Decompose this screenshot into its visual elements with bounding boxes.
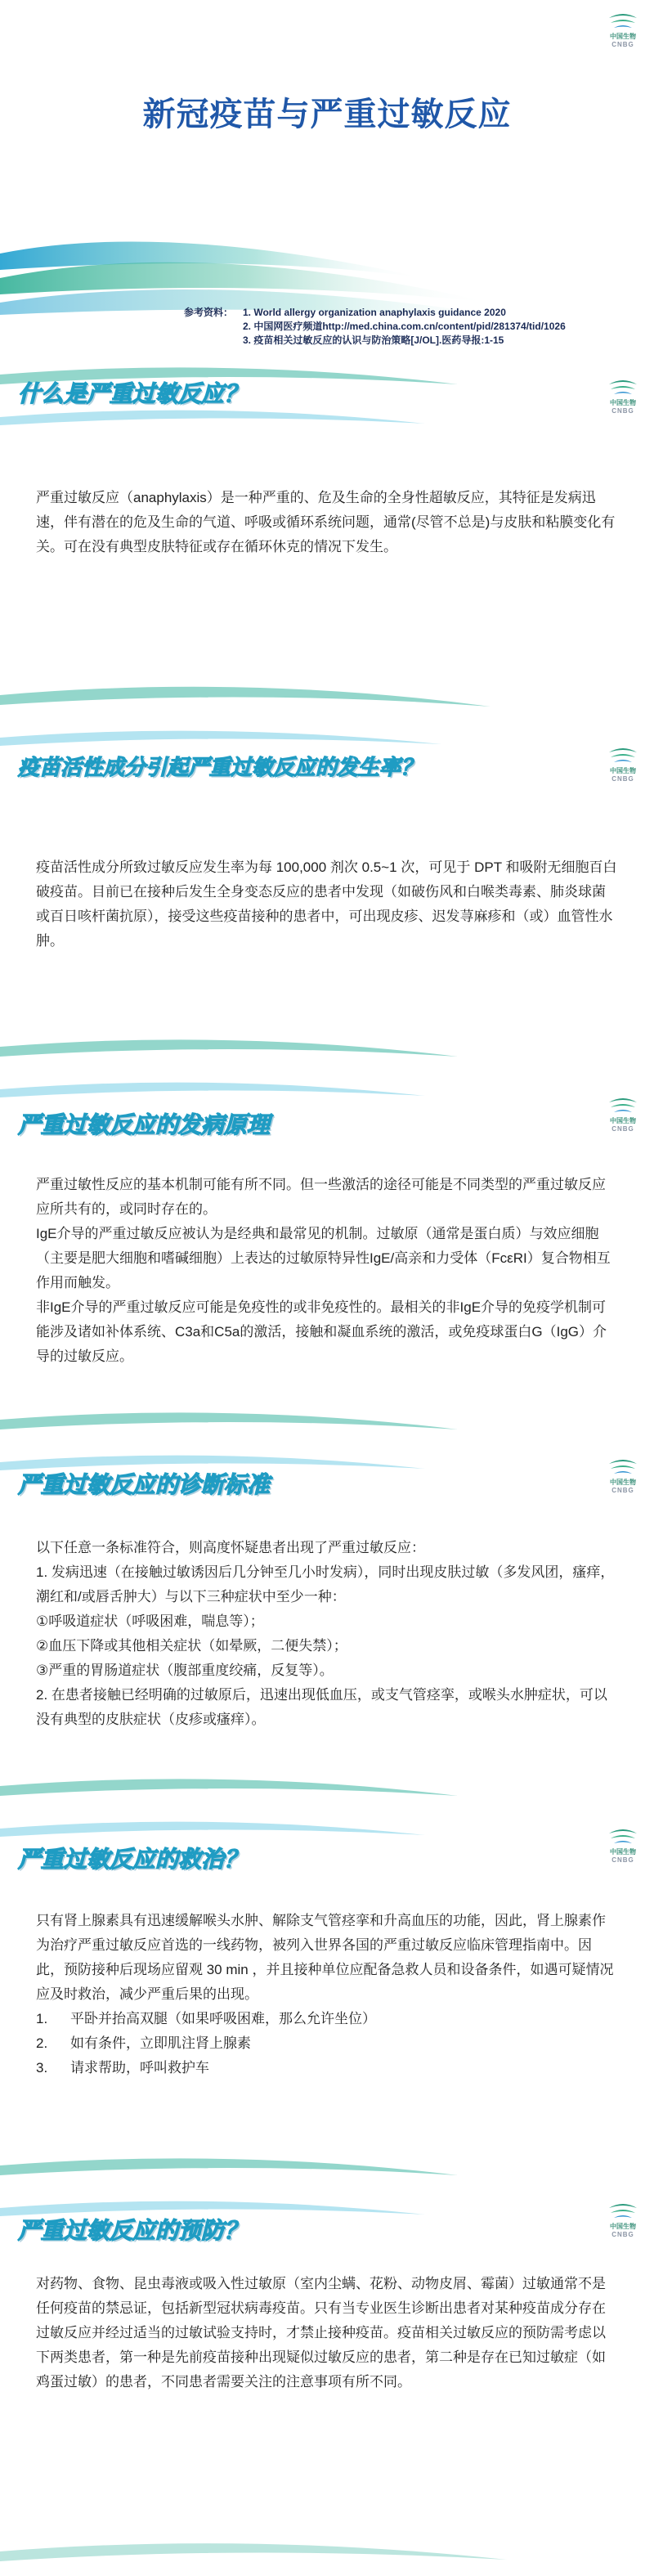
paragraph: 疫苗活性成分所致过敏反应发生率为每 100,000 剂次 0.5~1 次，可见于 DPT 和吸附无细胞百白破疫苗。目前已在接种后发生全身变态反应的患者中发现（如破伤风和白喉类毒素、肺炎球菌或百日咳杆菌抗原），接受这些疫苗接种的患者中，可出现皮疹、迟发荨麻疹和（或）血管性水肿。 (36, 859, 617, 949)
paragraph: 只有肾上腺素具有迅速缓解喉头水肿、解除支气管痉挛和升高血压的功能，因此，肾上腺素作为治疗严重过敏反应首选的一线药物，被列入世界各国的严重过敏反应临床管理指南中。因此，预防接种后现场应留观 30 min ，并且接种单位应配备急救人员和设备条件，如遇可疑情况应及时救治，减少严重后果的出现。 (36, 1913, 614, 2002)
brand-name-cn: 中国生物 (610, 767, 636, 774)
cnbg-logo-icon (607, 1096, 638, 1117)
brand-logo (603, 11, 643, 49)
list-item (36, 2007, 618, 2031)
reference-item: 1. World allergy organization anaphylaxis guidance 2020 (243, 307, 506, 318)
list-number: 1. (36, 2011, 48, 2026)
brand-logo (603, 1827, 643, 1865)
section-title: 严重过敏反应的救治？ (18, 1847, 248, 1872)
brand-logo (603, 378, 643, 415)
list-text: 如有条件，立即肌注肾上腺素 (70, 2035, 251, 2051)
brand-logo (603, 1457, 643, 1495)
section-body (36, 1909, 618, 2080)
paragraph: 严重过敏性反应的基本机制可能有所不同。但一些激活的途径可能是不同类型的严重过敏反应应所共有的，或同时存在的。 (36, 1177, 606, 1217)
brand-logo (603, 1096, 643, 1133)
brand-name-en: CNBG (611, 2231, 634, 2238)
brand-name-en: CNBG (611, 1487, 634, 1494)
list-item (36, 2056, 618, 2080)
brand-name-cn: 中国生物 (610, 1479, 636, 1486)
brand-name-cn: 中国生物 (610, 399, 636, 406)
section-wave-decoration (0, 679, 589, 752)
footer-wave-decoration (0, 2527, 654, 2576)
brand-name-en: CNBG (611, 1856, 634, 1864)
cnbg-logo-icon (607, 746, 638, 767)
section-title: 严重过敏反应的诊断标准 (18, 1472, 271, 1497)
section-body (36, 1173, 618, 1369)
paragraph: ①呼吸道症状（呼吸困难，喘息等）； (36, 1613, 264, 1629)
reference-item: 3. 疫苗相关过敏反应的认识与防治策略[J/OL].医药导报:1-15 (243, 334, 504, 346)
paragraph: 1. 发病迅速（在接触过敏诱因后几分钟至几小时发病），同时出现皮肤过敏（多发风团，瘙痒，潮红和/或唇舌肿大）与以下三种症状中至少一种： (36, 1564, 615, 1604)
page-title: 新冠疫苗与严重过敏反应 (142, 96, 512, 132)
brand-name-en: CNBG (611, 775, 634, 783)
brand-name-en: CNBG (611, 1125, 634, 1133)
paragraph: 2. 在患者接触已经明确的过敏原后，迅速出现低血压，或支气管痉挛，或喉头水肿症状，可以没有典型的皮肤症状（皮疹或瘙痒）。 (36, 1687, 607, 1727)
reference-item: 2. 中国网医疗频道http://med.china.com.cn/content/pid/281374/tid/1026 (243, 321, 566, 332)
list-number: 3. (36, 2060, 48, 2076)
brand-name-cn: 中国生物 (610, 1848, 636, 1856)
cnbg-logo-icon (607, 1457, 638, 1479)
brand-name-cn: 中国生物 (610, 1117, 636, 1124)
brand-name-en: CNBG (611, 41, 634, 48)
references (184, 306, 566, 348)
section-body (36, 2272, 618, 2394)
paragraph: IgE介导的严重过敏反应被认为是经典和最常见的机制。过敏原（通常是蛋白质）与效应细胞（主要是肥大细胞和嗜碱细胞）上表达的过敏原特异性IgE/高亲和力受体（FcεRI）复合物相互作用而触发。 (36, 1226, 611, 1290)
brand-logo (603, 746, 643, 783)
list-text: 请求帮助，呼叫救护车 (70, 2060, 209, 2076)
section-wave-decoration (0, 1032, 589, 1106)
paragraph: 严重过敏反应（anaphylaxis）是一种严重的、危及生命的全身性超敏反应，其特征是发病迅速，伴有潜在的危及生命的气道、呼吸或循环系统问题，通常(尽管不总是)与皮肤和粘膜变化有关。可在没有典型皮肤特征或存在循环休克的情况下发生。 (36, 490, 616, 554)
section-title: 什么是严重过敏反应？ (18, 381, 248, 406)
paragraph: 对药物、食物、昆虫毒液或吸入性过敏原（室内尘螨、花粉、动物皮屑、霉菌）过敏通常不是任何疫苗的禁忌证，包括新型冠状病毒疫苗。只有当专业医生诊断出患者对某种疫苗成分存在过敏反应并经过适当的过敏试验支持时，才禁止接种疫苗。疫苗相关过敏反应的预防需考虑以下两类患者，第一种是先前疫苗接种出现疑似过敏反应的患者，第二种是存在已知过敏症（如鸡蛋过敏）的患者，不同患者需要关注的注意事项有所不同。 (36, 2276, 606, 2390)
section-title: 严重过敏反应的发病原理 (18, 1112, 271, 1138)
list-item (36, 2031, 618, 2056)
cnbg-logo-icon (607, 1827, 638, 1848)
references-label: 参考资料： (184, 307, 234, 318)
paragraph: ③严重的胃肠道症状（腹部重度绞痛，反复等）。 (36, 1663, 334, 1678)
paragraph: 以下任意一条标准符合，则高度怀疑患者出现了严重过敏反应： (36, 1540, 425, 1555)
list-number: 2. (36, 2035, 48, 2051)
section-body (36, 1536, 618, 1732)
brand-logo (603, 2201, 643, 2239)
section-wave-decoration (0, 1771, 589, 1845)
section-body (36, 486, 618, 559)
paragraph: 非IgE介导的严重过敏反应可能是免疫性的或非免疫性的。最相关的非IgE介导的免疫学机制可能涉及诸如补体系统、C3a和C5a的激活，接触和凝血系统的激活，或免疫球蛋白G（IgG）介导的过敏反应。 (36, 1299, 607, 1364)
brand-name-en: CNBG (611, 407, 634, 415)
cnbg-logo-icon (607, 378, 638, 399)
brand-name-cn: 中国生物 (610, 33, 636, 40)
section-title: 严重过敏反应的预防？ (18, 2218, 248, 2243)
section-header (0, 360, 654, 433)
paragraph: ②血压下降或其他相关症状（如晕厥，二便失禁）； (36, 1638, 347, 1654)
list-text: 平卧并抬高双腿（如果呼吸困难，那么允许坐位） (70, 2011, 376, 2026)
cnbg-logo-icon (607, 2201, 638, 2223)
brand-name-cn: 中国生物 (610, 2223, 636, 2230)
section-body (36, 855, 618, 954)
cnbg-logo-icon (607, 11, 638, 33)
section-title: 疫苗活性成分引起严重过敏反应的发生率？ (18, 755, 423, 779)
